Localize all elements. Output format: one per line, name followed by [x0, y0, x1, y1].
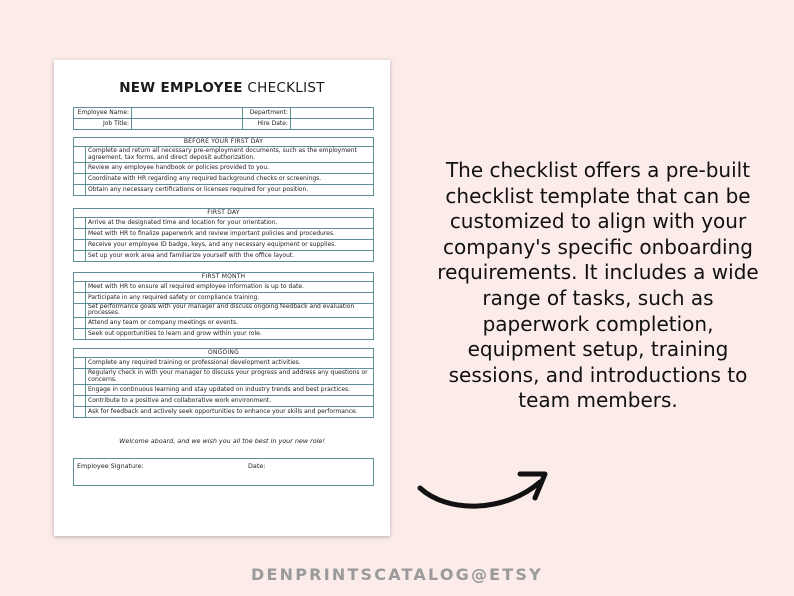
department-field[interactable]	[291, 108, 374, 119]
checkbox[interactable]	[74, 328, 86, 339]
date-label: Date:	[248, 462, 266, 470]
section-heading: FIRST MONTH	[74, 273, 374, 282]
hire-date-label: Hire Date:	[243, 119, 291, 130]
hire-date-field[interactable]	[291, 119, 374, 130]
department-label: Department:	[243, 108, 291, 119]
description-text: The checklist offers a pre-built checklist template that can be customized to align with your company's specific onboarding requirements. It includes a wide range of tasks, such as paperwork completion, equipment setup, training sessions, and introductions to team members.	[437, 158, 759, 413]
checkbox[interactable]	[74, 147, 86, 163]
checkbox[interactable]	[74, 385, 86, 396]
checklist-item: Coordinate with HR regarding any required background checks or screenings.	[86, 174, 374, 185]
checklist-item: Set performance goals with your manager and discuss ongoing feedback and evaluation processes.	[86, 304, 374, 318]
checklist-item: Arrive at the designated time and location for your orientation.	[86, 218, 374, 229]
job-title-field[interactable]	[132, 119, 243, 130]
checkbox[interactable]	[74, 185, 86, 196]
checklist-item: Obtain any necessary certifications or licenses required for your position.	[86, 185, 374, 196]
checkbox[interactable]	[74, 317, 86, 328]
checklist-item: Meet with HR to ensure all required employee information is up to date.	[86, 282, 374, 293]
shop-footer: DENPRINTSCATALOG@ETSY	[251, 565, 543, 584]
checklist-item: Receive your employee ID badge, keys, and any necessary equipment or supplies.	[86, 240, 374, 251]
section-before-first-day	[73, 137, 374, 196]
checkbox[interactable]	[74, 369, 86, 385]
checklist-item: Seek out opportunities to learn and grow within your role.	[86, 328, 374, 339]
job-title-label: Job Title:	[74, 119, 132, 130]
checkbox[interactable]	[74, 174, 86, 185]
title-bold: NEW EMPLOYEE	[119, 80, 243, 96]
checklist-item: Complete and return all necessary pre-employment documents, such as the employment agreement, tax forms, and direct deposit authorization.	[86, 147, 374, 163]
welcome-message: Welcome aboard, and we wish you all the best in your new role!	[119, 437, 325, 445]
checkbox[interactable]	[74, 396, 86, 407]
checkbox[interactable]	[74, 358, 86, 369]
checkbox[interactable]	[74, 304, 86, 318]
checkbox[interactable]	[74, 293, 86, 304]
checklist-item: Ask for feedback and actively seek opportunities to enhance your skills and performance.	[86, 407, 374, 418]
checklist-item: Review any employee handbook or policies provided to you.	[86, 163, 374, 174]
checklist-item: Participate in any required safety or compliance training.	[86, 293, 374, 304]
checkbox[interactable]	[74, 407, 86, 418]
checklist-title	[54, 80, 390, 96]
employee-name-label: Employee Name:	[74, 108, 132, 119]
checklist-item: Set up your work area and familiarize yourself with the office layout.	[86, 251, 374, 262]
title-rest: CHECKLIST	[247, 80, 325, 96]
section-heading: BEFORE YOUR FIRST DAY	[74, 138, 374, 147]
section-first-month	[73, 272, 374, 340]
checklist-item: Meet with HR to finalize paperwork and review important policies and procedures.	[86, 229, 374, 240]
checklist-document	[54, 60, 390, 536]
section-heading: ONGOING	[74, 349, 374, 358]
checkbox[interactable]	[74, 163, 86, 174]
signature-box[interactable]	[73, 458, 374, 486]
curved-arrow-icon	[414, 462, 554, 518]
checklist-item: Engage in continuous learning and stay updated on industry trends and best practices.	[86, 385, 374, 396]
checklist-item: Attend any team or company meetings or events.	[86, 317, 374, 328]
checkbox[interactable]	[74, 282, 86, 293]
checklist-item: Contribute to a positive and collaborative work environment.	[86, 396, 374, 407]
section-ongoing	[73, 348, 374, 418]
checkbox[interactable]	[74, 251, 86, 262]
employee-info-table	[73, 107, 374, 130]
section-first-day	[73, 208, 374, 262]
section-heading: FIRST DAY	[74, 209, 374, 218]
checklist-item: Regularly check in with your manager to discuss your progress and address any questions or concerns.	[86, 369, 374, 385]
checkbox[interactable]	[74, 218, 86, 229]
checklist-item: Complete any required training or professional development activities.	[86, 358, 374, 369]
employee-name-field[interactable]	[132, 108, 243, 119]
checkbox[interactable]	[74, 240, 86, 251]
signature-label: Employee Signature:	[77, 462, 144, 470]
checkbox[interactable]	[74, 229, 86, 240]
